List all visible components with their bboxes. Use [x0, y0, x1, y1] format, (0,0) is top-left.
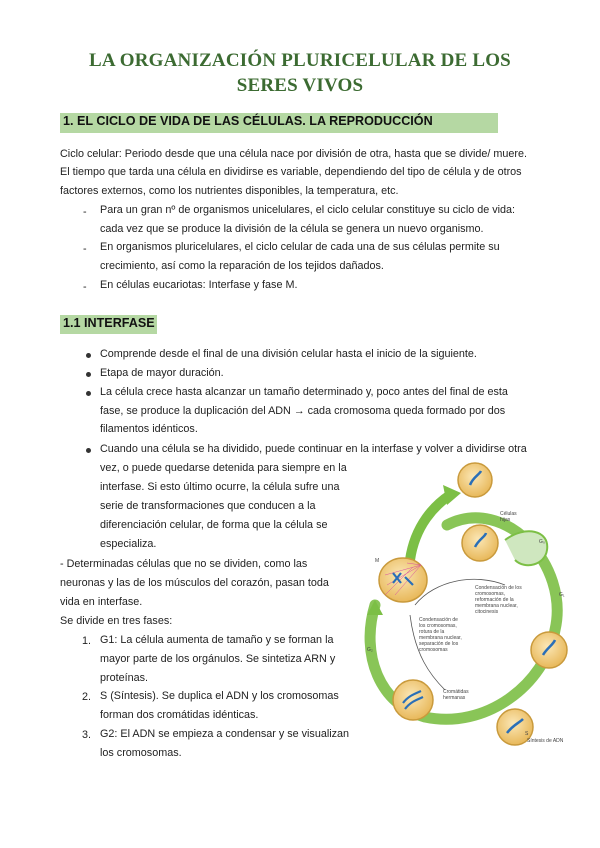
label-chromatids-2: hermanas	[443, 695, 466, 701]
label-decondensation-5: citocinesis	[475, 609, 499, 615]
label-condensation-3: rotura de la	[419, 629, 445, 635]
phase-2-line-2: forman dos cromátidas idénticas.	[100, 709, 259, 721]
daughter-cell-top	[458, 463, 492, 497]
daughter-cell-bottom	[462, 525, 498, 561]
bullet-dot	[86, 372, 91, 377]
label-decondensation-1: Condensación de los	[475, 585, 522, 591]
bullet-4-line-5: diferenciación celular, de forma que la célula se	[100, 519, 328, 531]
dash-marker: -	[83, 243, 87, 255]
bullet-3-line-1: La célula crece hasta alcanzar un tamaño determinado y, poco antes del final de esta	[100, 386, 508, 398]
document-title	[40, 48, 560, 98]
phase-3-line-1: G2: El ADN se empieza a condensar y se visualizan	[100, 728, 350, 740]
label-decondensation-4: membrana nuclear,	[475, 603, 518, 609]
phase-2-number: 2.	[82, 691, 92, 703]
label-condensation-5: separación de los	[419, 641, 459, 647]
bullet-4-line-6: especializa.	[100, 538, 157, 550]
dash-item-3-line-1: En células eucariotas: Interfase y fase M.	[100, 279, 298, 291]
cell-g1	[531, 632, 567, 668]
bullet-1-line-1: Comprende desde el final de una división celular hasta el inicio de la siguiente.	[100, 348, 477, 360]
label-g2: G₂	[367, 647, 373, 653]
bullet-4-line-1: Cuando una célula se ha dividido, puede continuar en la interfase y volver a dividirse otra	[100, 443, 527, 455]
label-condensation-1: Condensación de	[419, 617, 458, 623]
phase-2-line-1: S (Síntesis). Se duplica el ADN y los cromosomas	[100, 690, 339, 702]
dash-item-1-line-2: cada vez que se produce la división de la célula se genera un nuevo organismo.	[100, 223, 484, 235]
bullet-4-line-3: interfase. Si esto último ocurre, la célula sufre una	[100, 481, 340, 493]
intro-line-3: factores externos, como los nutrientes disponibles, la temperatura, etc.	[60, 185, 399, 197]
dash-item-2-line-1: En organismos pluricelulares, el ciclo celular de cada una de sus células permite su	[100, 241, 500, 253]
intro-line-1: Ciclo celular: Periodo desde que una célula nace por división de otra, hasta que se divide/ muere.	[60, 148, 527, 160]
bullet-2-line-1: Etapa de mayor duración.	[100, 367, 224, 379]
title-line-1: LA ORGANIZACIÓN PLURICELULAR DE LOS	[89, 50, 511, 71]
intro-line-2: El tiempo que tarda una célula en dividirse es variable, dependiendo del tipo de célula y de otros	[60, 166, 522, 178]
phase-1-line-2: mayor parte de los orgánulos. Se sintetiza ARN y	[100, 653, 336, 665]
title-line-2: SERES VIVOS	[236, 75, 364, 96]
label-daughter-cells-2: hijas	[500, 517, 511, 523]
phase-1-line-3: proteínas.	[100, 672, 149, 684]
dash-marker: -	[83, 281, 87, 293]
dash-item-1-line-1: Para un gran nº de organismos unicelulares, el ciclo celular constituye su ciclo de vida:	[100, 204, 516, 216]
phase-1-number: 1.	[82, 635, 92, 647]
note-line-1: - Determinadas células que no se dividen, como las	[60, 558, 308, 570]
dash-marker: -	[83, 206, 87, 218]
label-m: M	[375, 558, 380, 564]
label-decondensation-3: reformación de la	[475, 597, 514, 603]
bullet-3-line-3: filamentos idénticos.	[100, 423, 198, 435]
bullet-dot	[86, 353, 91, 358]
label-decondensation-2: cromosomas,	[475, 591, 506, 597]
dash-item-2-line-2: crecimiento, así como la reparación de los tejidos dañados.	[100, 260, 384, 272]
label-condensation-4: membrana nuclear,	[419, 635, 462, 641]
phases-intro: Se divide en tres fases:	[60, 615, 173, 627]
label-g1: G₁	[559, 592, 565, 598]
label-condensation-2: los cromosomas,	[419, 623, 457, 629]
label-s: S	[525, 731, 529, 737]
cell-cycle-diagram	[355, 455, 570, 755]
phase-3-line-2: los cromosomas.	[100, 747, 182, 759]
bullet-dot	[86, 448, 91, 453]
section-2-heading: 1.1 INTERFASE	[63, 316, 155, 330]
label-condensation-6: cromosomas	[419, 647, 448, 653]
bullet-3-line-2: fase, se produce la duplicación del ADN → cada cromosoma queda formado por dos	[100, 405, 506, 417]
label-s-caption: Síntesis de ADN	[527, 738, 564, 744]
label-g0: G₀	[539, 539, 545, 545]
section-1-heading: 1. EL CICLO DE VIDA DE LAS CÉLULAS. LA REPRODUCCIÓN	[63, 114, 433, 128]
note-line-3: vida en interfase.	[60, 596, 143, 608]
label-chromatids-1: Cromátidas	[443, 689, 469, 695]
label-daughter-cells-1: Células	[500, 511, 517, 517]
bullet-dot	[86, 391, 91, 396]
cell-g2	[393, 680, 433, 720]
g0-loop	[505, 531, 547, 565]
bullet-4-line-4: serie de transformaciones que conducen a la	[100, 500, 316, 512]
phase-1-line-1: G1: La célula aumenta de tamaño y se forman la	[100, 634, 334, 646]
phase-3-number: 3.	[82, 729, 92, 741]
bullet-4-line-2: vez, o puede quedarse detenida para siempre en la	[100, 462, 347, 474]
note-line-2: neuronas y las de los músculos del corazón, pasan toda	[60, 577, 329, 589]
